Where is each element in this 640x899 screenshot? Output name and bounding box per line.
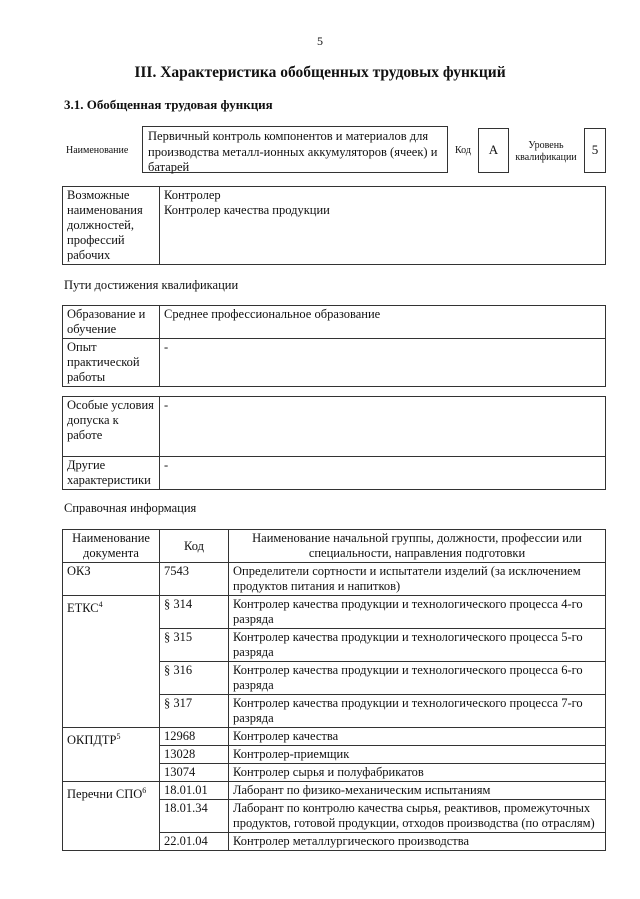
position-item: Контролер качества продукции (164, 203, 330, 217)
level-label-line1: Уровень (528, 140, 564, 151)
positions-table (62, 186, 606, 265)
education-value: Среднее профессиональное образование (160, 306, 606, 339)
code-cell: 7543 (160, 563, 229, 596)
experience-label: Опыт практической работы (63, 339, 160, 387)
code-cell: § 315 (160, 629, 229, 662)
page-number: 5 (317, 34, 323, 48)
other-characteristics-value: - (160, 457, 606, 490)
name-cell: Контролер качества продукции и технологического процесса 4-го разряда (229, 596, 606, 629)
function-name: Первичный контроль компонентов и материалов для производства металл-ионных аккумуляторов (ячеек) и батарей (142, 126, 448, 173)
reference-table (62, 529, 606, 851)
code-cell: 18.01.01 (160, 782, 229, 800)
conditions-table (62, 396, 606, 490)
doc-etks: ЕТКС$^4$ (63, 596, 160, 728)
qualification-paths-title: Пути достижения квалификации (64, 278, 239, 292)
name-cell: Контролер качества продукции и технологического процесса 6-го разряда (229, 662, 606, 695)
reference-title: Справочная информация (64, 501, 197, 515)
doc-okpdtr: ОКПДТР$^5$ (63, 728, 160, 782)
special-conditions-value: - (160, 397, 606, 457)
code-cell: 13028 (160, 746, 229, 764)
name-label: Наименование (66, 145, 129, 156)
subsection-title: 3.1. Обобщенная трудовая функция (64, 97, 273, 112)
name-cell: Контролер качества продукции и технологического процесса 7-го разряда (229, 695, 606, 728)
name-cell: Определители сортности и испытатели изделий (за исключением продуктов питания и напитков) (229, 563, 606, 596)
name-cell: Контролер качества продукции и технологического процесса 5-го разряда (229, 629, 606, 662)
code-cell: 22.01.04 (160, 833, 229, 851)
special-conditions-label: Особые условия допуска к работе (63, 397, 160, 457)
other-characteristics-label: Другие характеристики (63, 457, 160, 490)
qualification-paths-table (62, 305, 606, 387)
positions-label: Возможные наименования должностей, профессий рабочих (63, 187, 160, 265)
code-cell: 13074 (160, 764, 229, 782)
header-name: Наименование начальной группы, должности, профессии или специальности, направления подготовки (229, 530, 606, 563)
positions-values (160, 187, 606, 265)
section-title: III. Характеристика обобщенных трудовых функций (134, 64, 506, 81)
code-cell: 12968 (160, 728, 229, 746)
experience-value: - (160, 339, 606, 387)
name-cell: Лаборант по контролю качества сырья, реактивов, промежуточных продуктов, готовой продукции, отходов производства (по отраслям) (229, 800, 606, 833)
name-cell: Контролер сырья и полуфабрикатов (229, 764, 606, 782)
code-cell: § 314 (160, 596, 229, 629)
header-document: Наименование документа (63, 530, 160, 563)
level-value: 5 (584, 128, 606, 173)
name-cell: Контролер металлургического производства (229, 833, 606, 851)
level-label-line2: квалификации (515, 152, 577, 163)
name-cell: Контролер качества (229, 728, 606, 746)
education-label: Образование и обучение (63, 306, 160, 339)
name-cell: Контролер-приемщик (229, 746, 606, 764)
code-value: A (478, 128, 509, 173)
doc-okz: ОКЗ (63, 563, 160, 596)
position-item: Контролер (164, 188, 221, 202)
code-cell: 18.01.34 (160, 800, 229, 833)
code-cell: § 317 (160, 695, 229, 728)
code-label: Код (455, 145, 471, 156)
level-label (514, 140, 578, 164)
name-cell: Лаборант по физико-механическим испытаниям (229, 782, 606, 800)
header-code: Код (160, 530, 229, 563)
doc-spo: Перечни СПО$^6$ (63, 782, 160, 851)
code-cell: § 316 (160, 662, 229, 695)
